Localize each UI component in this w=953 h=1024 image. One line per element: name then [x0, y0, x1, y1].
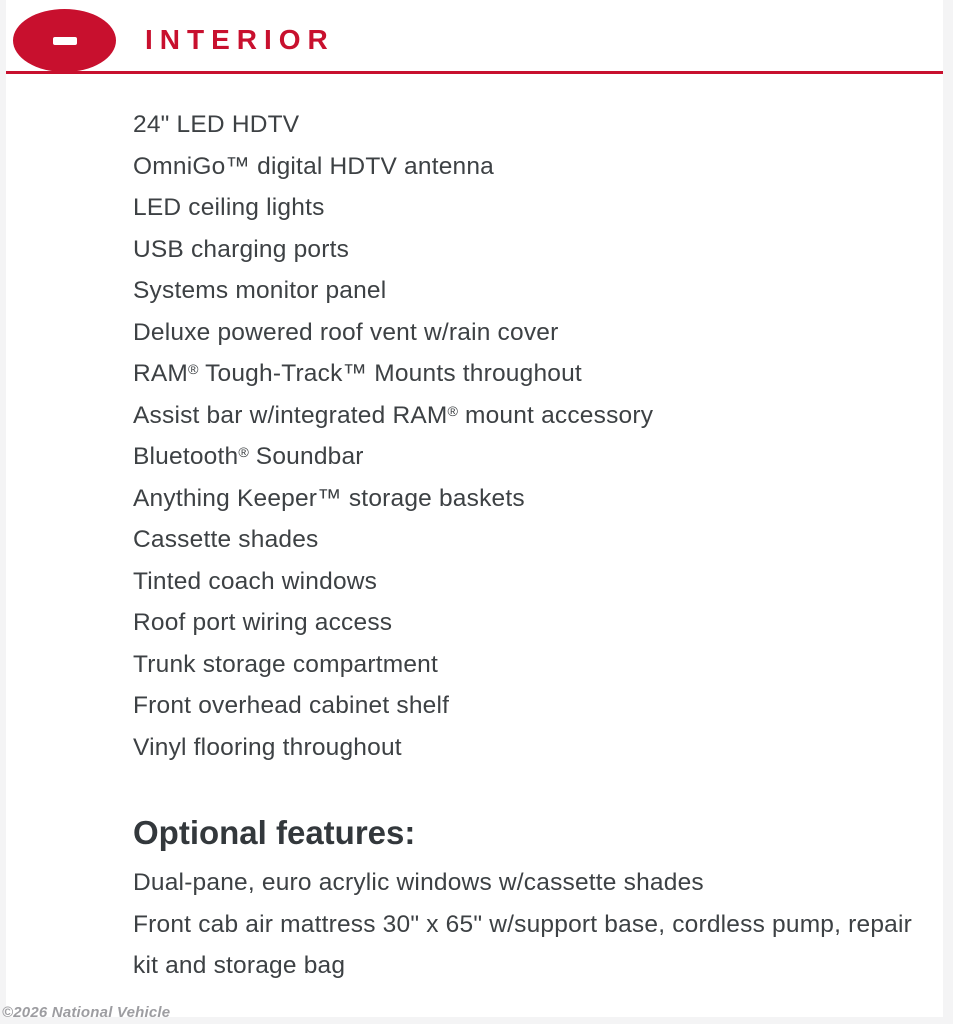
feature-item: Vinyl flooring throughout — [133, 733, 402, 761]
interior-section — [6, 0, 943, 1017]
feature-item: Trunk storage compartment — [133, 650, 439, 678]
feature-item: USB charging ports — [133, 235, 350, 263]
feature-item: Assist bar w/integrated RAM® mount accessory — [133, 401, 654, 429]
section-divider — [6, 71, 943, 74]
feature-item: OmniGo™ digital HDTV antenna — [133, 152, 495, 180]
interior-accordion-header[interactable] — [6, 0, 943, 74]
collapse-toggle-button[interactable] — [13, 9, 116, 72]
feature-item: RAM® Tough-Track™ Mounts throughout — [133, 360, 582, 387]
feature-item: 24" LED HDTV — [133, 111, 300, 138]
optional-feature-item: Dual-pane, euro acrylic windows w/cassette shades — [133, 869, 704, 896]
features-list — [6, 74, 943, 768]
feature-item: Anything Keeper™ storage baskets — [133, 484, 525, 512]
feature-item: Tinted coach windows — [133, 567, 378, 595]
optional-features-heading: Optional features: — [133, 814, 416, 851]
minus-icon — [53, 37, 77, 45]
feature-item: Front overhead cabinet shelf — [133, 692, 450, 719]
feature-item: Deluxe powered roof vent w/rain cover — [133, 318, 559, 346]
feature-item: Cassette shades — [133, 526, 319, 553]
feature-item: Systems monitor panel — [133, 277, 387, 304]
optional-feature-item: Front cab air mattress 30" x 65" w/support base, cordless pump, repair kit and storage bag — [133, 910, 912, 979]
feature-item: Bluetooth® Soundbar — [133, 443, 364, 470]
optional-features-list — [6, 862, 941, 987]
section-title: INTERIOR — [145, 24, 335, 55]
watermark: ©2026 National Vehicle — [2, 1004, 171, 1021]
feature-item: LED ceiling lights — [133, 194, 325, 221]
feature-item: Roof port wiring access — [133, 609, 393, 636]
